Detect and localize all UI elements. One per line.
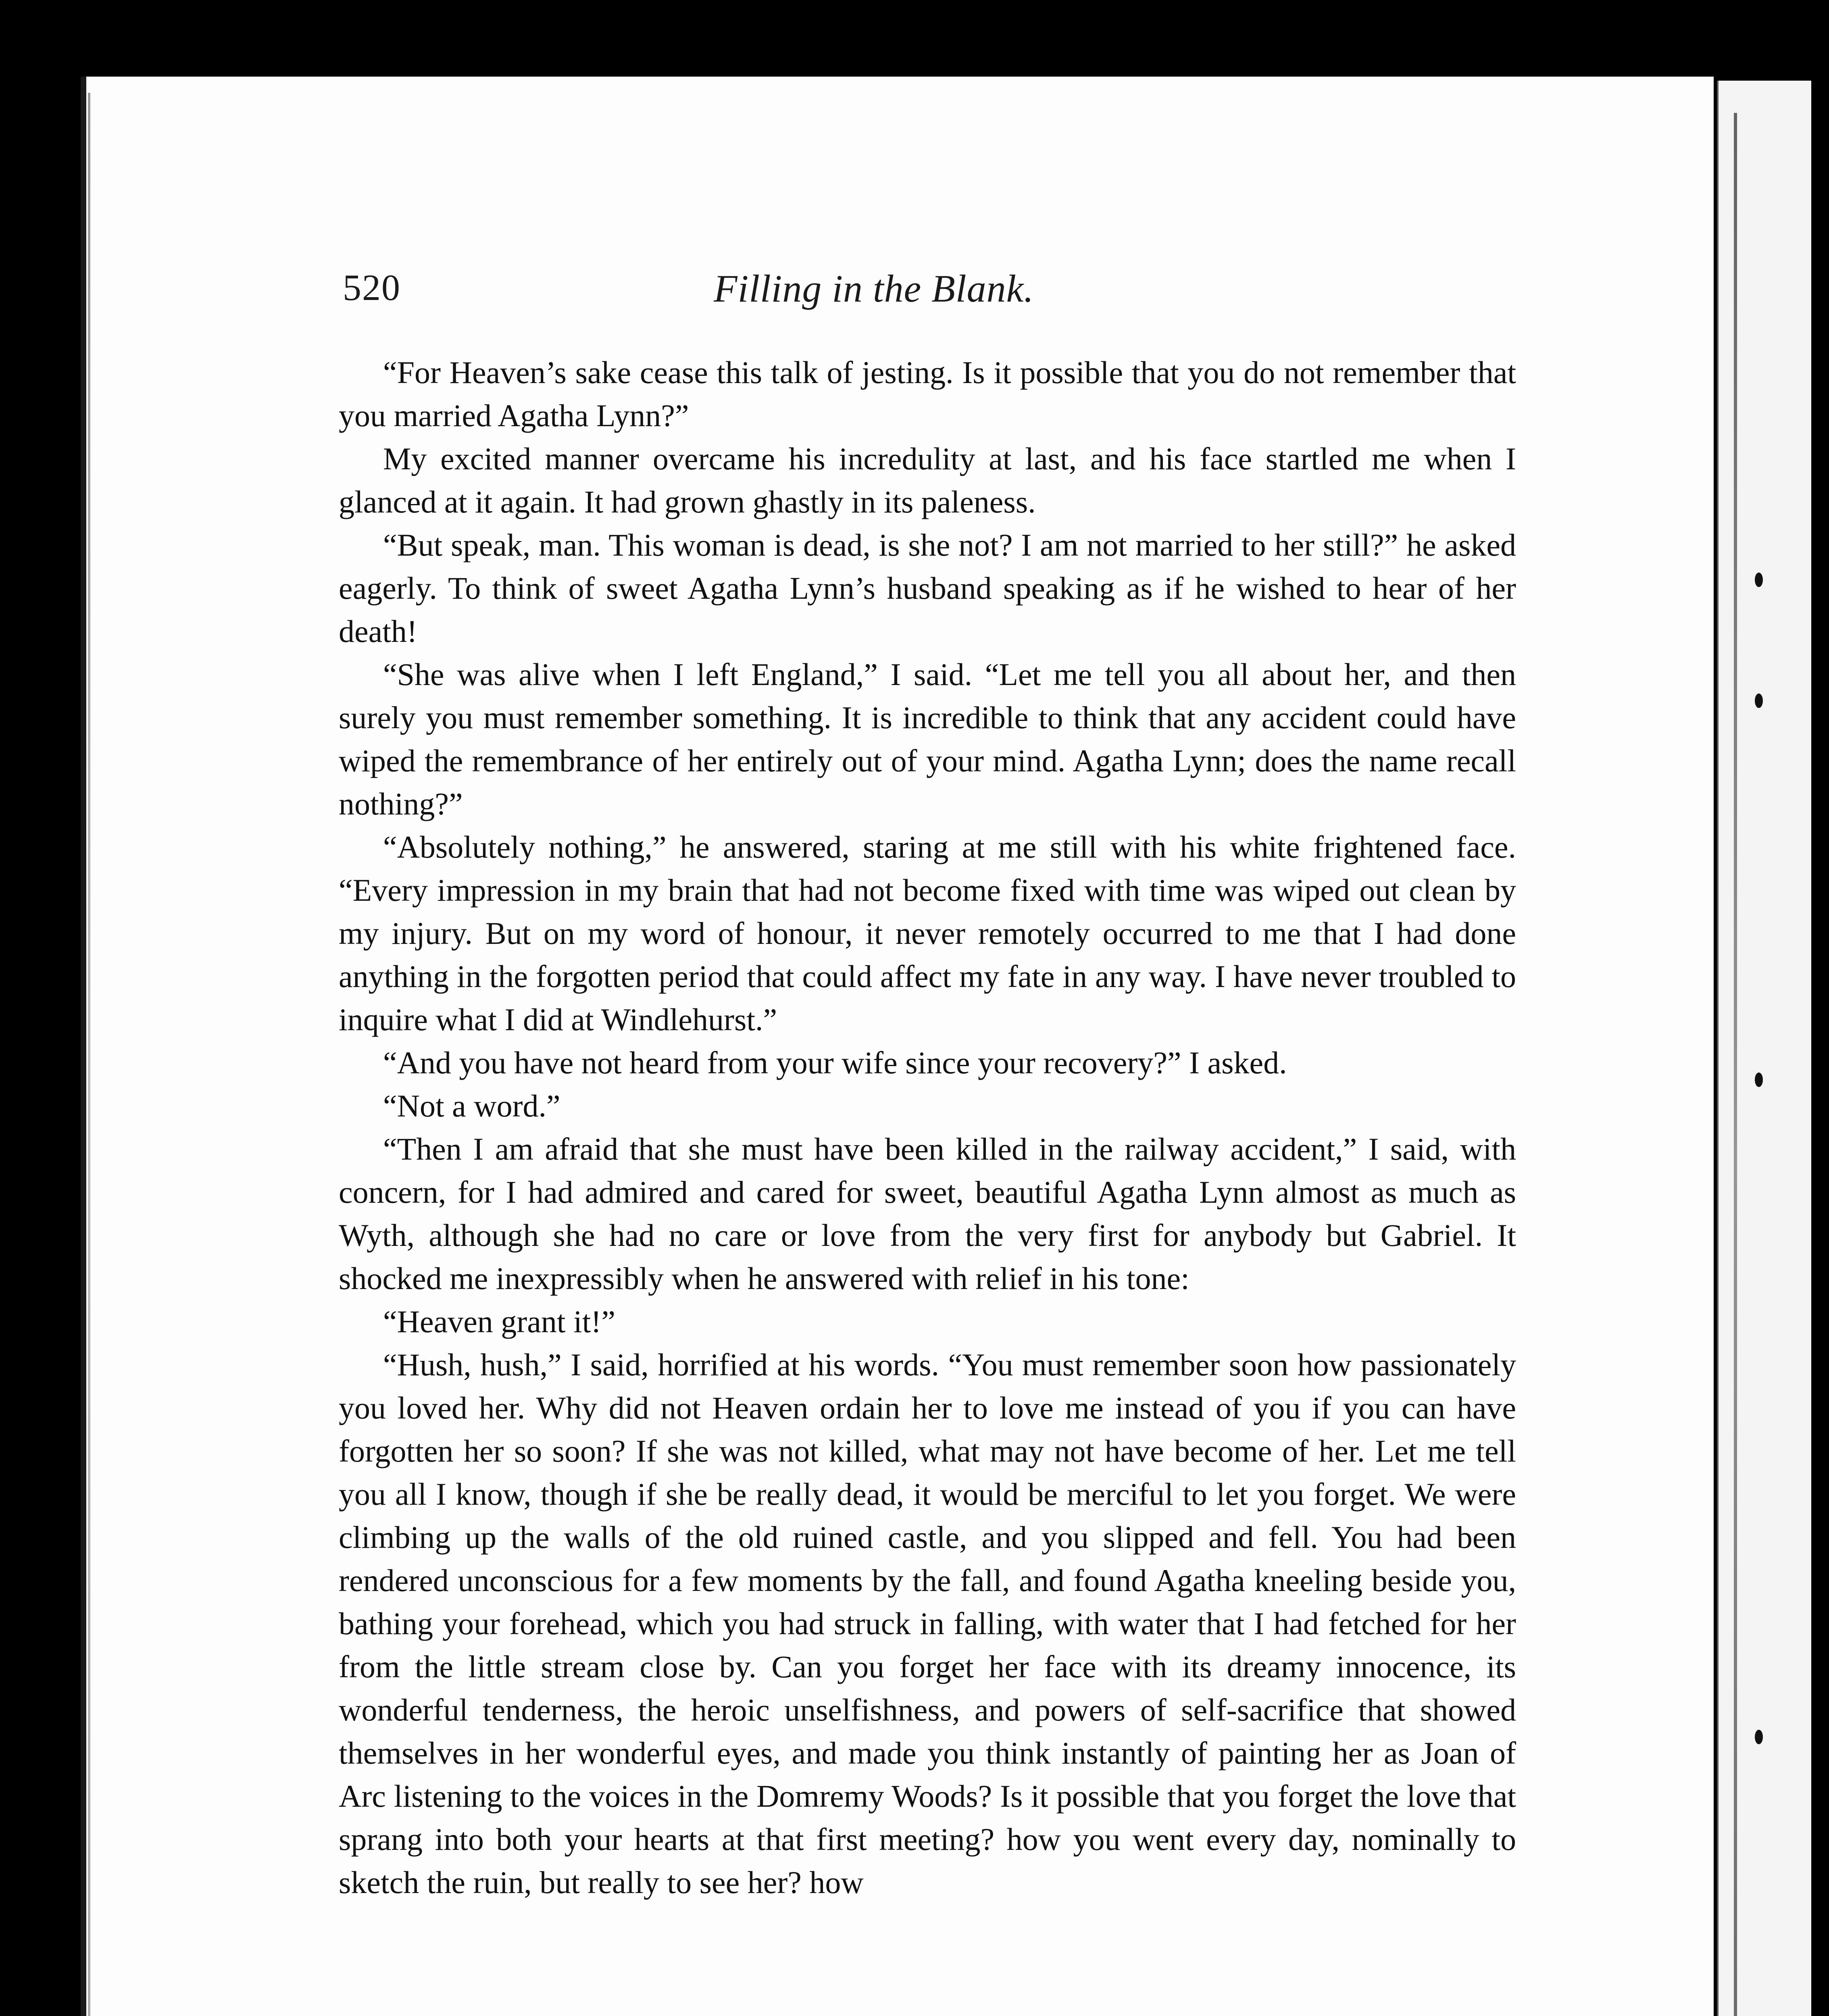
next-page-edge: [1717, 81, 1811, 2016]
body-text: [339, 351, 1516, 1904]
paragraph: “And you have not heard from your wife since your recovery?” I asked.: [383, 1045, 1287, 1080]
page-number: 520: [343, 267, 401, 308]
running-head: [343, 266, 1512, 314]
paragraph: “Heaven grant it!”: [383, 1304, 616, 1339]
paragraph: “For Heaven’s sake cease this talk of jesting. Is it possible that you do not remember that you married Agatha Lynn?”: [339, 355, 1516, 433]
edge-mark: [1755, 1073, 1763, 1087]
paragraph: My excited manner overcame his incredulity at last, and his face startled me when I glanced at it again. It had grown ghastly in its paleness.: [339, 441, 1516, 519]
edge-mark: [1755, 1730, 1763, 1744]
edge-mark: [1755, 694, 1763, 708]
binding-edge-line: [1734, 113, 1737, 2016]
paragraph: “But speak, man. This woman is dead, is she not? I am not married to her still?” he asked eagerly. To think of sweet Agatha Lynn’s husband speaking as if he wished to hear of her death!: [339, 527, 1516, 649]
paragraph: “Not a word.”: [383, 1088, 560, 1123]
paragraph: “She was alive when I left England,” I said. “Let me tell you all about her, and then surely you must remember something. It is incredible to think that any accident could have wiped the remembrance of her entirely out of your mind. Agatha Lynn; does the name recall nothing?”: [339, 657, 1516, 821]
paragraph: “Then I am afraid that she must have been killed in the railway accident,” I said, with concern, for I had admired and cared for sweet, beautiful Agatha Lynn almost as much as Wyth, although she had no care or love from the very first for anybody but Gabriel. It shocked me inexpressibly when he answered with relief in his tone:: [339, 1131, 1516, 1296]
paragraph: “Hush, hush,” I said, horrified at his words. “You must remember soon how passionately you loved her. Why did not Heaven ordain her to love me instead of you if you can have forgotten her so soon? If she was not killed, what may not have become of her. Let me tell you all I know, though if she be really dead, it would be merciful to let you forget. We were climbing up the walls of the old ruined castle, and you slipped and fell. You had been rendered unconscious for a few moments by the fall, and found Agatha kneeling beside you, bathing your forehead, which you had struck in falling, with water that I had fetched for her from the little stream close by. Can you forget her face with its dreamy innocence, its wonderful tenderness, the heroic unselfishness, and powers of self-sacrifice that showed themselves in her wonderful eyes, and made you think instantly of painting her as Joan of Arc listening to the voices in the Domremy Woods? Is it possible that you forget the love that sprang into both your hearts at that first meeting? how you went every day, nominally to sketch the ruin, but really to see her? how: [339, 1347, 1516, 1900]
paragraph: “Absolutely nothing,” he answered, staring at me still with his white frightened face. “Every impression in my brain that had not become fixed with time was wiped out clean by my injury. But on my word of honour, it never remotely occurred to me that I had done anything in the forgotten period that could affect my fate in any way. I have never troubled to inquire what I did at Windlehurst.”: [339, 829, 1516, 1037]
edge-mark: [1755, 573, 1763, 587]
running-title: Filling in the Blank.: [714, 267, 1034, 310]
